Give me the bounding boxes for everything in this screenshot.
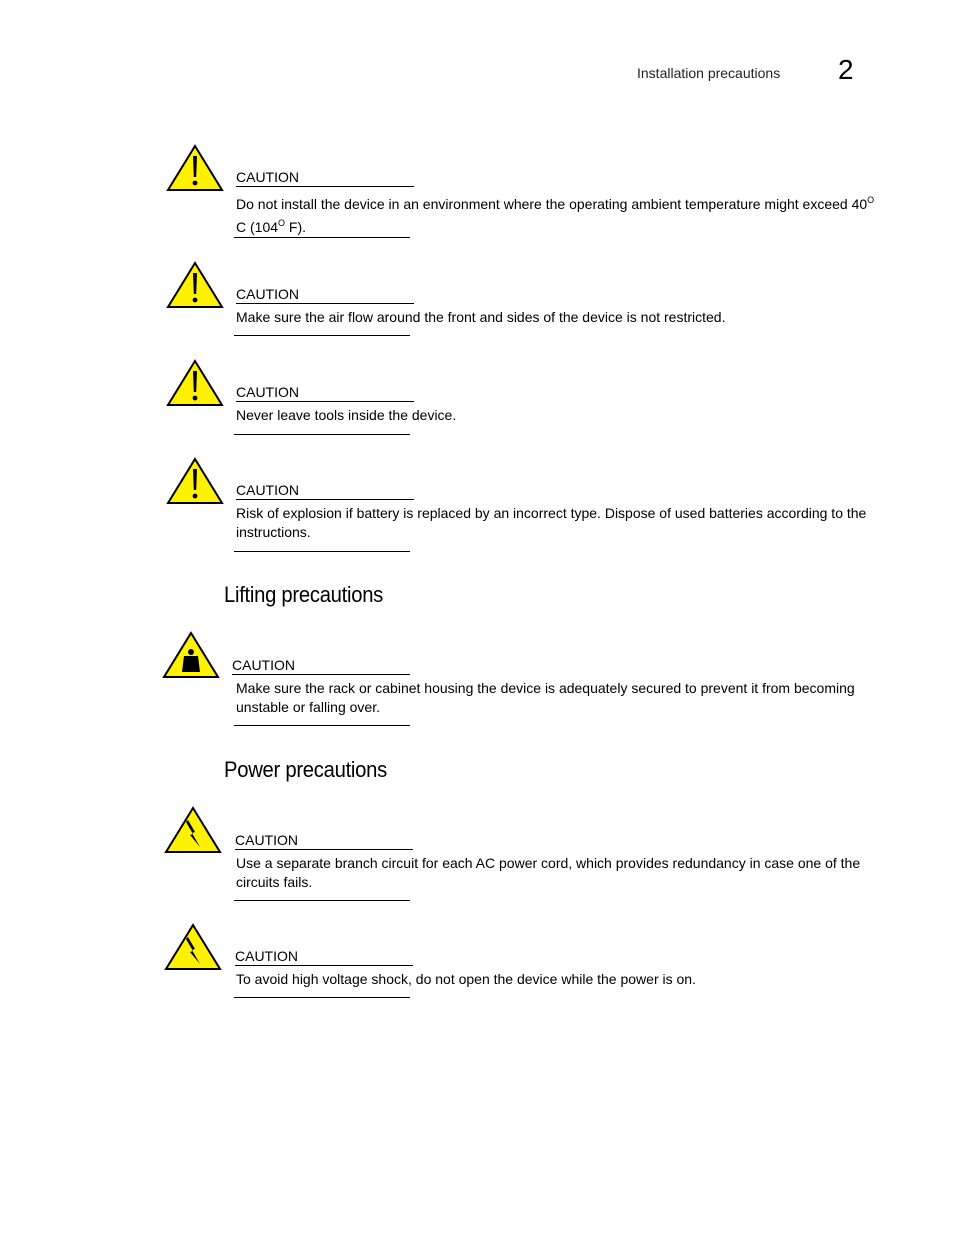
- power-precautions-heading: Power precautions: [224, 757, 387, 782]
- caution-end-rule: [234, 237, 410, 238]
- caution-end-rule: [234, 900, 410, 901]
- caution-label: CAUTION: [236, 482, 414, 500]
- heavy-weight-warning-icon: [162, 631, 220, 679]
- caution-text-battery: Risk of explosion if battery is replaced by an incorrect type. Dispose of used batteries according to the instructions.: [236, 505, 867, 540]
- caution-text-rack-secured: Make sure the rack or cabinet housing the device is adequately secured to prevent it from becoming unstable or falling over.: [236, 680, 855, 715]
- caution-end-rule: [234, 725, 410, 726]
- caution-label: CAUTION: [236, 384, 414, 402]
- caution-text-temperature: Do not install the device in an environment where the operating ambient temperature might exceed $40^O$ C ($104^O$ F).: [236, 195, 875, 235]
- caution-end-rule: [234, 335, 410, 336]
- caution-text-high-voltage: To avoid high voltage shock, do not open the device while the power is on.: [236, 971, 696, 987]
- caution-label: CAUTION: [236, 286, 414, 304]
- caution-label: CAUTION: [235, 948, 413, 966]
- exclamation-warning-icon: [166, 457, 224, 505]
- caution-label: CAUTION: [236, 169, 414, 187]
- lifting-precautions-heading: Lifting precautions: [224, 582, 384, 607]
- caution-end-rule: [234, 997, 410, 998]
- electrical-hazard-icon: [164, 923, 222, 971]
- exclamation-warning-icon: [166, 359, 224, 407]
- caution-label: CAUTION: [235, 832, 413, 850]
- electrical-hazard-icon: [164, 806, 222, 854]
- caution-label: CAUTION: [232, 657, 410, 675]
- chapter-number: 2: [838, 54, 854, 85]
- running-header-title: Installation precautions: [637, 65, 781, 81]
- caution-text-branch-circuit: Use a separate branch circuit for each AC power cord, which provides redundancy in case one of the circuits fails.: [236, 855, 861, 890]
- caution-text-airflow: Make sure the air flow around the front and sides of the device is not restricted.: [236, 309, 726, 325]
- exclamation-warning-icon: [166, 261, 224, 309]
- exclamation-warning-icon: [166, 144, 224, 192]
- caution-text-tools: Never leave tools inside the device.: [236, 407, 457, 423]
- caution-end-rule: [234, 434, 410, 435]
- caution-end-rule: [234, 551, 410, 552]
